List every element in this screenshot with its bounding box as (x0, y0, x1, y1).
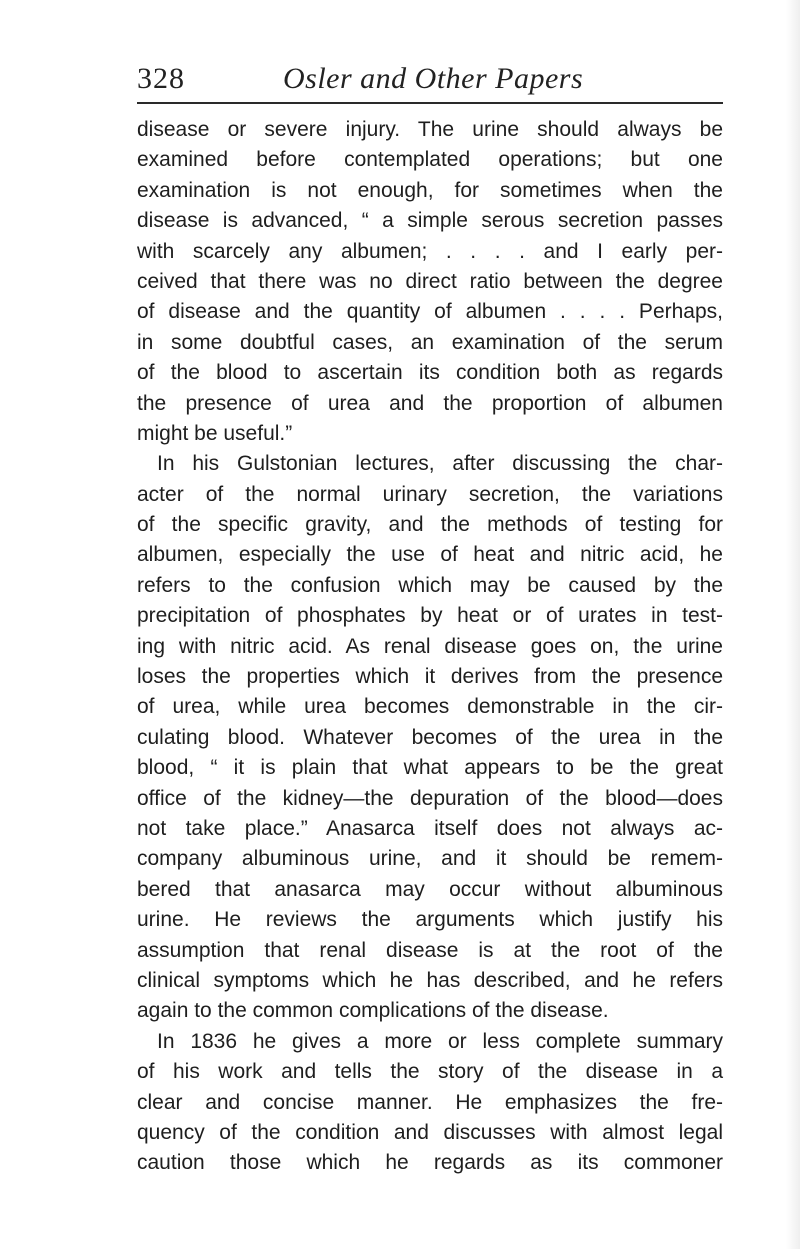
text-line: ceived that there was no direct ratio between the degree (137, 269, 723, 293)
text-line: caution those which he regards as its commoner (137, 1151, 723, 1175)
page-number: 328 (137, 62, 185, 95)
page-edge-shadow (786, 0, 800, 1249)
text-line: bered that anasarca may occur without albuminous (137, 877, 723, 901)
text-line: culating blood. Whatever becomes of the urea in the (137, 725, 723, 749)
text-line: company albuminous urine, and it should be remem- (137, 847, 723, 871)
text-line: of urea, while urea becomes demonstrable in the cir- (137, 695, 723, 719)
text-line: In 1836 he gives a more or less complete summary (157, 1029, 723, 1053)
text-line: of the blood to ascertain its condition both as regards (137, 361, 723, 385)
text-line: not take place.” Anasarca itself does not always ac- (137, 816, 723, 840)
text-line: disease or severe injury. The urine should always be (137, 118, 723, 141)
text-line: quency of the condition and discusses with almost legal (137, 1120, 723, 1144)
text-line: of disease and the quantity of albumen . . . . Perhaps, (137, 300, 723, 324)
text-line: disease is advanced, “ a simple serous secretion passes (137, 209, 723, 233)
text-line: albumen, especially the use of heat and nitric acid, he (137, 543, 723, 567)
text-line: examined before contemplated operations; but one (137, 148, 723, 172)
text-line: acter of the normal urinary secretion, the variations (137, 482, 723, 506)
text-line: clinical symptoms which he has described, and he refers (137, 968, 723, 992)
text-line: office of the kidney—the depuration of the blood—does (137, 786, 723, 810)
text-line: of his work and tells the story of the disease in a (137, 1060, 723, 1084)
running-header (137, 58, 723, 104)
text-line: the presence of urea and the proportion of albumen (137, 391, 723, 415)
text-line: precipitation of phosphates by heat or of urates in test- (137, 604, 723, 628)
body-text (137, 115, 723, 1179)
running-title: Osler and Other Papers (283, 62, 584, 95)
text-line: assumption that renal disease is at the root of the (137, 938, 723, 962)
text-line: In his Gulstonian lectures, after discussing the char- (157, 452, 723, 476)
text-line: loses the properties which it derives from the presence (137, 665, 723, 689)
text-line: urine. He reviews the arguments which justify his (137, 908, 723, 932)
text-line: clear and concise manner. He emphasizes the fre- (137, 1090, 723, 1114)
text-line: of the specific gravity, and the methods of testing for (137, 513, 723, 537)
text-line: with scarcely any albumen; . . . . and I early per- (137, 239, 723, 263)
text-line: again to the common complications of the disease. (137, 999, 609, 1023)
text-line: ing with nitric acid. As renal disease goes on, the urine (137, 634, 723, 658)
text-line: might be useful.” (137, 421, 293, 445)
text-line: refers to the confusion which may be caused by the (137, 573, 723, 597)
text-line: in some doubtful cases, an examination of the serum (137, 330, 723, 354)
text-line: blood, “ it is plain that what appears to be the great (137, 756, 723, 780)
text-line: examination is not enough, for sometimes when the (137, 178, 723, 202)
